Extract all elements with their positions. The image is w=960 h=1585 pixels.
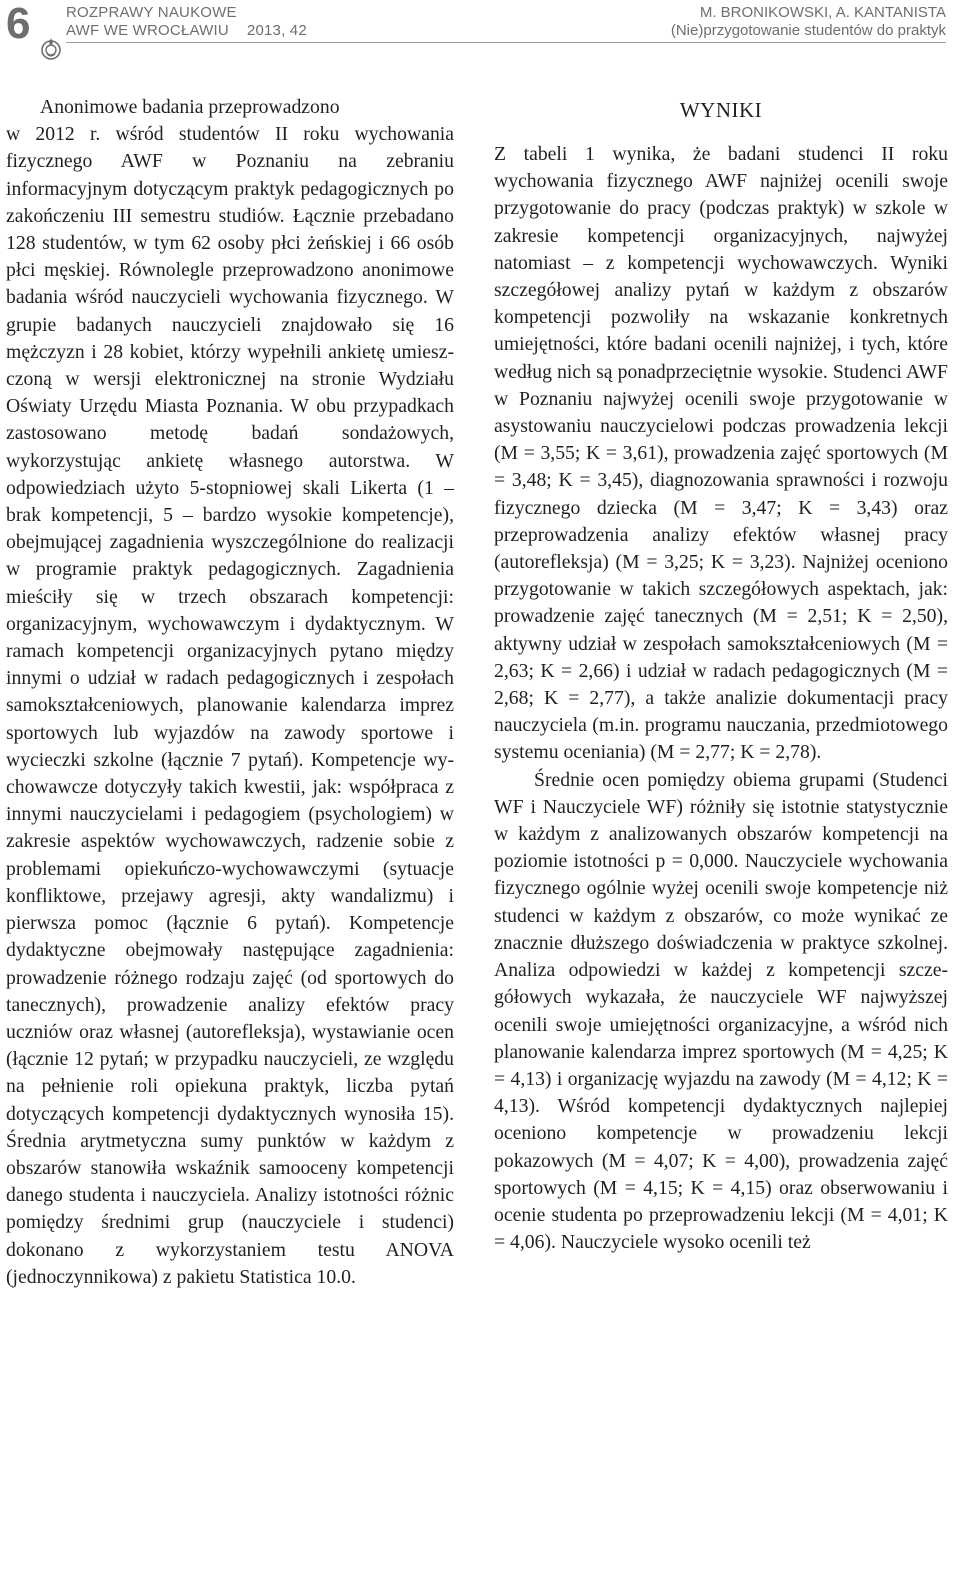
methods-paragraph	[6, 94, 454, 1291]
journal-line-2: AWF WE WROCŁAWIU	[66, 22, 229, 39]
journal-name	[66, 4, 307, 40]
awf-logo-icon	[40, 36, 62, 60]
methods-body: w 2012 r. wśród studentów II roku wychowania fizycznego AWF w Poznaniu na zebraniu informacyjnym dotyczącym praktyk pedagogicznych po zakończeniu III semestru studiów. Łącznie przebadano 128 studentów, w tym 62 osoby płci żeńskiej i 66 osób płci męskiej. Równolegle przeprowadzono anonimowe badania wśród nauczycieli wychowania fizycznego. W grupie badanych nauczycieli znajdowało się 16 mężczyzn i 28 kobiet, którzy wypełnili ankietę umieszczoną w wersji elektronicznej na stronie Wydziału Oświaty Urzędu Miasta Poznania. W obu przypadkach zastosowano metodę badań sondażowych, wykorzystując ankietę własnego autorstwa. W odpowiedziach użyto 5-stopniowej skali Likerta (1 – brak kompetencji, 5 – bardzo wysokie kompetencje), obejmującej zagadnienia wyszczególnione do realizacji w programie praktyk pedagogicznych. Zagadnienia mieściły się w trzech obszarach kompetencji: organizacyjnym, wychowawczym i dydaktycznym. W ramach kompetencji organizacyjnych pytano między innymi o udział w radach pedagogicznych i zespołach samokształceniowych, planowanie kalendarza imprez sportowych lub wyjazdów na zawody sportowe i wycieczki szkolne (łącznie 7 pytań). Kompetencje wychowawcze dotyczyły takich kwestii, jak: współpraca z innymi nauczycielami i pedagogiem (psychologiem) w zakresie aspektów wychowawczych, radzenie sobie z problemami opiekuńczo-wychowawczymi (sytuacje konfliktowe, przejawy agresji, akty wandalizmu) i pierwsza pomoc (łącznie 6 pytań). Kompetencje dydaktyczne obejmowały następujące zagadnienia: prowadzenie różnego rodzaju zajęć (od sportowych do tanecznych), prowadzenie analizy efektów pracy uczniów oraz własnej (autorefleksja), wystawianie ocen (łącznie 12 pytań; w przypadku nauczycieli, ze względu na pełnienie roli opiekuna praktyk, liczba pytań dotyczących kompetencji dydaktycznych wynosiła 15). Średnia arytmetyczna sumy punktów w każdym z obszarów stanowiła wskaźnik samooceny kompetencji danego studenta i nauczyciela. Analizy istotności różnic pomiędzy średnimi grup (nauczyciele i studenci) dokonano z wykorzystaniem testu ANOVA (jednoczynnikowa) z pakietu Statistica 10.0.	[6, 123, 454, 1288]
running-header-right	[671, 4, 946, 40]
authors: M. BRONIKOWSKI, A. KANTANISTA	[699, 4, 946, 21]
page-number: 6	[6, 0, 31, 48]
results-paragraph-2: Średnie ocen pomiędzy obiema grupami (Studenci WF i Nauczyciele WF) różniły się istotnie statystycznie w każdym z analizowanych obszarów kompetencji na poziomie istotności p = 0,000. Nauczyciele wychowania fizycznego ogólnie wyżej ocenili swoje kompetencje niż studenci w każdym z obszarów, co może wynikać ze znacznie dłuższego doświadczenia w praktyce szkolnej. Analiza odpowiedzi w każdej z kompetencji szczegółowych wykazała, że nauczyciele WF najwyższej ocenili swoje umiejętności organizacyjne, a wśród nich planowanie kalendarza imprez sportowych (M = 4,25; K = 4,13) i organizację wyjazdu na zawody (M = 4,12; K = 4,13). Wśród kompetencji dydaktycznych najlepiej oceniono kompetencje w prowadzeniu lekcji pokazowych (M = 4,07; K = 4,00), prowadzenia zajęć sportowych (M = 4,15; K = 4,15) oraz obserwowaniu i ocenie studenta po przeprowadzeniu lekcji (M = 4,01; K = 4,06). Nauczyciele wysoko ocenili też	[494, 768, 948, 1254]
right-column	[494, 95, 948, 1256]
header-rule	[66, 42, 946, 43]
page-header	[0, 0, 960, 60]
section-title-results: WYNIKI	[679, 98, 763, 122]
journal-line-1: ROZPRAWY NAUKOWE	[66, 4, 237, 21]
results-paragraph-1: Z tabeli 1 wynika, że badani studenci II roku wychowania fizycznego AWF najniżej ocenili swoje przygotowanie do pracy (podczas praktyk) w szkole w zakresie kompetencji organizacyjnych, najwyżej natomiast – z kompetencji wychowawczych. Wyniki szczegółowej analizy pytań w każdym z obszarów kompetencji pozwoliły na wskazanie konkretnych umiejętności, które badani ocenili najniżej, i tych, które według nich są ponadprzeciętnie wysokie. Studenci AWF w Poznaniu najwyżej ocenili swoje przygotowanie w asystowaniu nauczycielowi podczas prowadzenia lekcji (M = 3,55; K = 3,61), prowadzenia zajęć sportowych (M = 3,48; K = 3,45), diagnozowania sprawności i rozwoju fizycznego dziecka (M = 3,47; K = 3,43) oraz przeprowadzenia analizy efektów własnej pracy (autorefleksja) (M = 3,25; K = 3,23). Najniżej oceniono przygotowanie w takich szczegółowych aspektach, jak: prowadzenie zajęć tanecznych (M = 2,51; K = 2,50), aktywny udział w zespołach samokształceniowych (M = 2,63; K = 2,66) i udział w radach pedagogicznych (M = 2,68; K = 2,77), a także analizie dokumentacji pracy nauczyciela (m.in. programu nauczania, przedmiotowego systemu oceniania) (M = 2,77; K = 2,78).	[494, 143, 948, 764]
left-column	[6, 94, 454, 1291]
journal-year: 2013, 42	[246, 22, 307, 39]
running-title: (Nie)przygotowanie studentów do praktyk	[670, 22, 946, 39]
methods-lead: Anonimowe badania przeprowadzono	[40, 96, 340, 118]
